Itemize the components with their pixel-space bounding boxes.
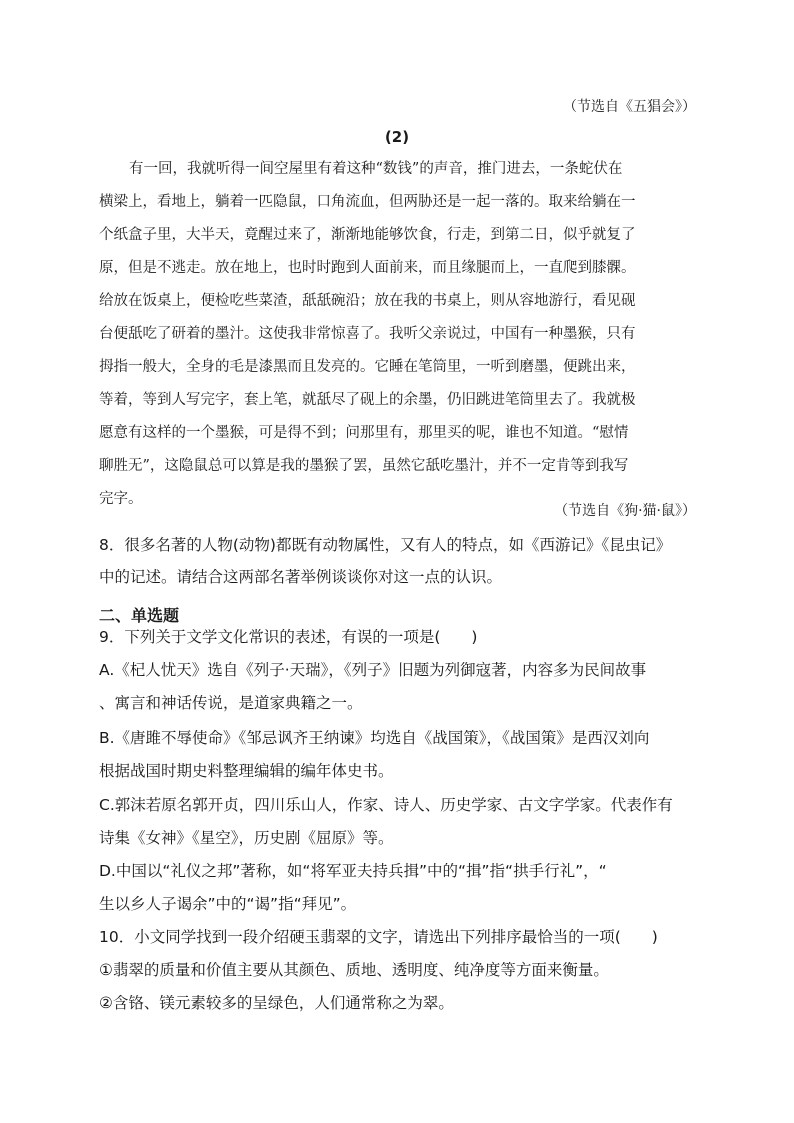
passage2-line: 完字。 [99, 491, 143, 507]
question-9-option-c: C.郭沫若原名郭开贞，四川乐山人，作家、诗人、历史学家、古文字学家。代表作有 [99, 796, 673, 814]
question-9-option-d: 生以乡人子谒余”中的“谒”指“拜见”。 [99, 895, 357, 913]
passage2-line: 聊胜无”，这隐鼠总可以算是我的墨猴了罢，虽然它舐吃墨汁，并不一定肯等到我写 [99, 458, 629, 474]
question-10-item-1: ①翡翠的质量和价值主要从其颜色、质地、透明度、纯净度等方面来衡量。 [99, 961, 609, 979]
passage2-line: 横梁上，看地上，躺着一匹隐鼠，口角流血，但两胁还是一起一落的。取来给躺在一 [99, 194, 636, 210]
question-9-option-a: A.《杞人忧天》选自《列子·天瑞》，《列子》旧题为列御寇著，内容多为民间故事 [99, 661, 647, 679]
passage2-line: 等着，等到人写完字，套上笔，就舐尽了砚上的余墨，仍旧跳进笔筒里去了。我就极 [99, 392, 636, 408]
question-9-option-a: 、寓言和神话传说，是道家典籍之一。 [99, 694, 363, 712]
passage2-line: 愿意有这样的一个墨猴，可是得不到；问那里有，那里买的呢，谁也不知道。“慰情 [99, 425, 629, 441]
passage2-line: 拇指一般大，全身的毛是漆黑而且发亮的。它睡在笔筒里，一听到磨墨，便跳出来， [99, 359, 636, 375]
question-9-option-c: 诗集《女神》《星空》，历史剧《屈原》等。 [99, 829, 394, 847]
passage1-source: （节选自《五猖会》） [563, 99, 696, 115]
passage2-heading: (2) [384, 128, 410, 146]
question-8-line: 中的记述。请结合这两部名著举例谈谈你对这一点的认识。 [99, 568, 503, 586]
passage2-line: 原，但是不逃走。放在地上，也时时跑到人面前来，而且缘腿而上，一直爬到膝髁。 [99, 260, 636, 276]
question-9-stem: 9．下列关于文学文化常识的表述，有误的一项是( ) [99, 628, 478, 646]
passage2-line: 个纸盒子里，大半天，竟醒过来了，渐渐地能够饮食，行走，到第二日，似乎就复了 [99, 227, 636, 243]
passage2-line: 有一回，我就听得一间空屋里有着这种“数钱”的声音，推门进去，一条蛇伏在 [129, 161, 623, 177]
passage2-line: 台便舐吃了研着的墨汁。这使我非常惊喜了。我听父亲说过，中国有一种墨猴，只有 [99, 326, 636, 342]
question-8-line: 8．很多名著的人物(动物)都既有动物属性，又有人的特点，如《西游记》《昆虫记》 [99, 536, 672, 554]
question-10-item-2: ②含铬、镁元素较多的呈绿色，人们通常称之为翠。 [99, 994, 454, 1012]
passage2-line: 给放在饭桌上，便检吃些菜渣，舐舐碗沿；放在我的书桌上，则从容地游行，看见砚 [99, 293, 636, 309]
question-10-stem: 10．小文同学找到一段介绍硬玉翡翠的文字，请选出下列排序最恰当的一项( ) [99, 928, 658, 946]
question-9-option-d: D.中国以“礼仪之邦”著称，如“将军亚夫持兵揖”中的“揖”指“拱手行礼”，“ [99, 862, 607, 880]
question-9-option-b: B.《唐雎不辱使命》《邹忌讽齐王纳谏》均选自《战国策》，《战国策》是西汉刘向 [99, 729, 650, 747]
question-9-option-b: 根据战国时期史料整理编辑的编年体史书。 [99, 762, 394, 780]
section-title: 二、单选题 [99, 606, 180, 625]
passage2-source: （节选自《狗·猫·鼠》） [554, 503, 696, 519]
